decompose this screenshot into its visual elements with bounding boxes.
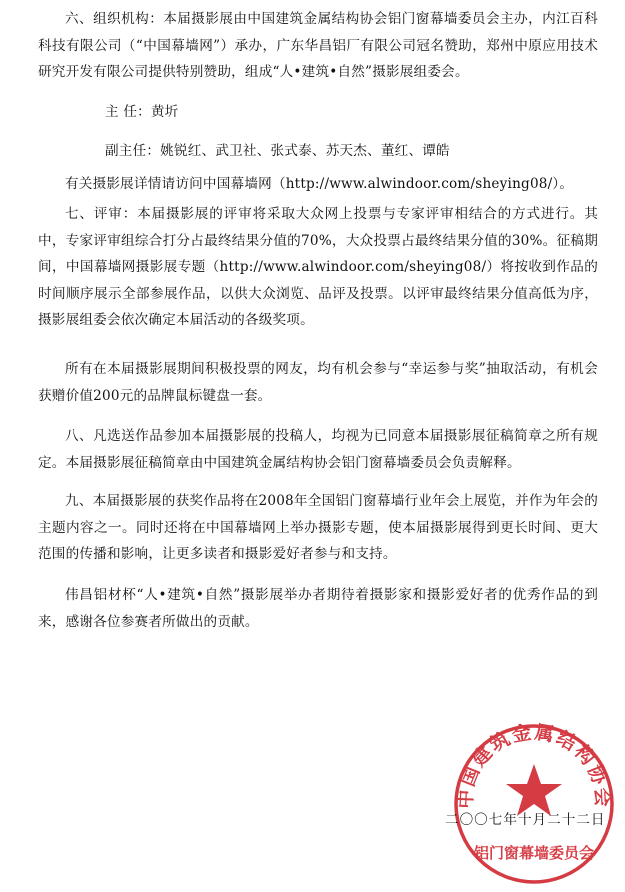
- lucky-prize-text: 所有在本届摄影展期间积极投票的网友，均有机会参与“幸运参与奖”抽取活动，有机会获赠价值200元的品牌鼠标键盘一套。: [38, 361, 598, 404]
- document-date: 二〇〇七年十月二十二日: [445, 812, 606, 828]
- official-seal: [445, 712, 623, 890]
- director-line: 主 任：黄圻: [105, 104, 179, 120]
- judging-text: 七、评审：本届摄影展的评审将采取大众网上投票与专家评审相结合的方式进行。其中，专家评审组综合打分占最终结果分值的70%，大众投票占最终结果分值的30%。征稿期间，中国幕墙网摄影展专题（http://www.alwindoor.com/sheying08/）将按收到作品的时间顺序展示全部参展作品，以供大众浏览、品评及投票。以评审最终结果分值高低为序，摄影展组委会依次确定本届活动的各级奖项。: [38, 206, 598, 328]
- paragraph-organization: [38, 6, 598, 86]
- paragraph-lucky-prize: [38, 356, 598, 409]
- paragraph-judging: [38, 201, 598, 334]
- paragraph-closing: [38, 582, 598, 635]
- committee-director: [38, 99, 598, 126]
- committee-deputies: [38, 138, 598, 165]
- paragraph-exhibition: [38, 488, 598, 568]
- rules-text: 八、凡选送作品参加本届摄影展的投稿人，均视为已同意本届摄影展征稿简章之所有规定。本届摄影展征稿简章由中国建筑金属结构协会铝门窗幕墙委员会负责解释。: [38, 428, 598, 471]
- deputy-line: 副主任：姚锐红、武卫社、张式泰、苏天杰、董红、谭皓: [105, 143, 450, 159]
- seal-bottom-text: 铝门窗幕墙委员会: [473, 844, 595, 862]
- website-line: 有关摄影展详情请访问中国幕墙网（http://www.alwindoor.com/sheying08/）。: [65, 176, 574, 192]
- seal-arc-text: 中国建筑金属结构协会: [454, 721, 614, 810]
- closing-text: 伟昌铝材杯“人•建筑•自然”摄影展举办者期待着摄影家和摄影爱好者的优秀作品的到来，感谢各位参赛者所做出的贡献。: [38, 587, 598, 630]
- paragraph-website: [38, 171, 598, 198]
- exhibition-text: 九、本届摄影展的获奖作品将在2008年全国铝门窗幕墙行业年会上展览，并作为年会的主题内容之一。同时还将在中国幕墙网上举办摄影专题，使本届摄影展得到更长时间、更大范围的传播和影响，让更多读者和摄影爱好者参与和支持。: [38, 493, 598, 562]
- paragraph-organization-text: 六、组织机构：本届摄影展由中国建筑金属结构协会铝门窗幕墙委员会主办，内江百科科技有限公司（“中国幕墙网”）承办，广东华昌铝厂有限公司冠名赞助，郑州中原应用技术研究开发有限公司提供特别赞助，组成“人•建筑•自然”摄影展组委会。: [38, 11, 598, 80]
- paragraph-rules: [38, 423, 598, 476]
